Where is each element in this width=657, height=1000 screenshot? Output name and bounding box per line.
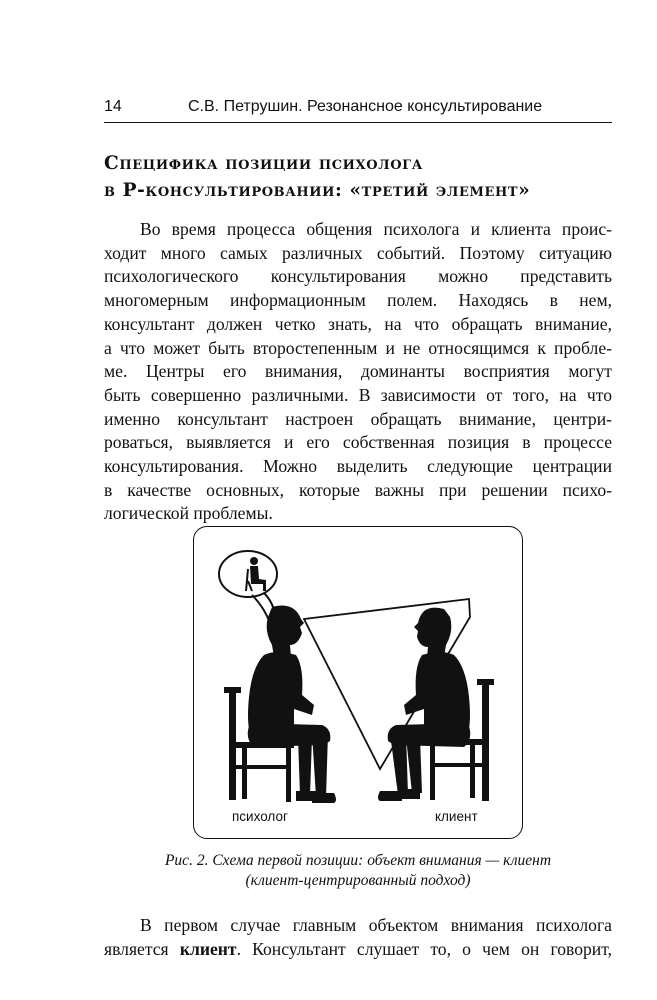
figure-frame [193, 526, 523, 839]
emphasis-client: клиент [179, 938, 237, 959]
paragraph-text: является [104, 938, 180, 959]
paragraph-line: многомерным информационным полем. Находясь в нем, [104, 290, 612, 311]
paragraph-line: Во время процесса общения психолога и клиента проис- [140, 219, 612, 239]
figure-illustration [194, 527, 524, 840]
paragraph-line: психологического консультирования можно представить [104, 266, 612, 287]
figure-caption-line-2: (клиент-центрированный подход) [245, 872, 471, 889]
paragraph-line: быть совершенно различными. В зависимости от того, на что [104, 384, 612, 405]
running-header [104, 94, 612, 123]
figure-label-psychologist: психолог [232, 809, 288, 824]
paragraph-line: роваться, выявляется и его собственная позиция в процессе [104, 432, 612, 453]
paragraph-line: ходит много самых различных событий. Поэтому ситуацию [104, 242, 612, 263]
paragraph-line: в качестве основных, которые важны при решении психо- [104, 479, 612, 500]
paragraph-line [104, 938, 612, 962]
paragraph-1 [104, 218, 612, 526]
paragraph-line: логической проблемы. [104, 503, 273, 524]
paragraph-line: консультирования. Можно выделить следующие центрации [104, 456, 612, 477]
figure-label-client: клиент [435, 809, 478, 824]
running-title: С.В. Петрушин. Резонансное консультирование [188, 98, 543, 115]
figure-caption [104, 851, 612, 891]
section-title [104, 150, 624, 204]
paragraph-line: именно консультант настроен обращать внимание, центри- [104, 408, 612, 429]
thought-bubble [219, 551, 277, 623]
paragraph-text: . Консультант слушает то, о чем он говорит, [236, 938, 612, 959]
section-title-line-2: в Р-консультировании: «третий элемент» [104, 180, 531, 201]
page-number: 14 [104, 98, 122, 115]
figure-caption-line-1: Рис. 2. Схема первой позиции: объект внимания — клиент [164, 852, 552, 869]
paragraph-line: ме. Центры его внимания, доминанты восприятия могут [104, 361, 612, 382]
paragraph-line: а что может быть второстепенным и не относящимся к пробле- [104, 337, 612, 358]
paragraph-2 [104, 914, 612, 961]
paragraph-line: консультант должен четко знать, на что обращать внимание, [104, 313, 612, 334]
paragraph-line: В первом случае главным объектом внимания психолога [140, 915, 612, 935]
section-title-line-1: Специфика позиции психолога [104, 153, 423, 174]
